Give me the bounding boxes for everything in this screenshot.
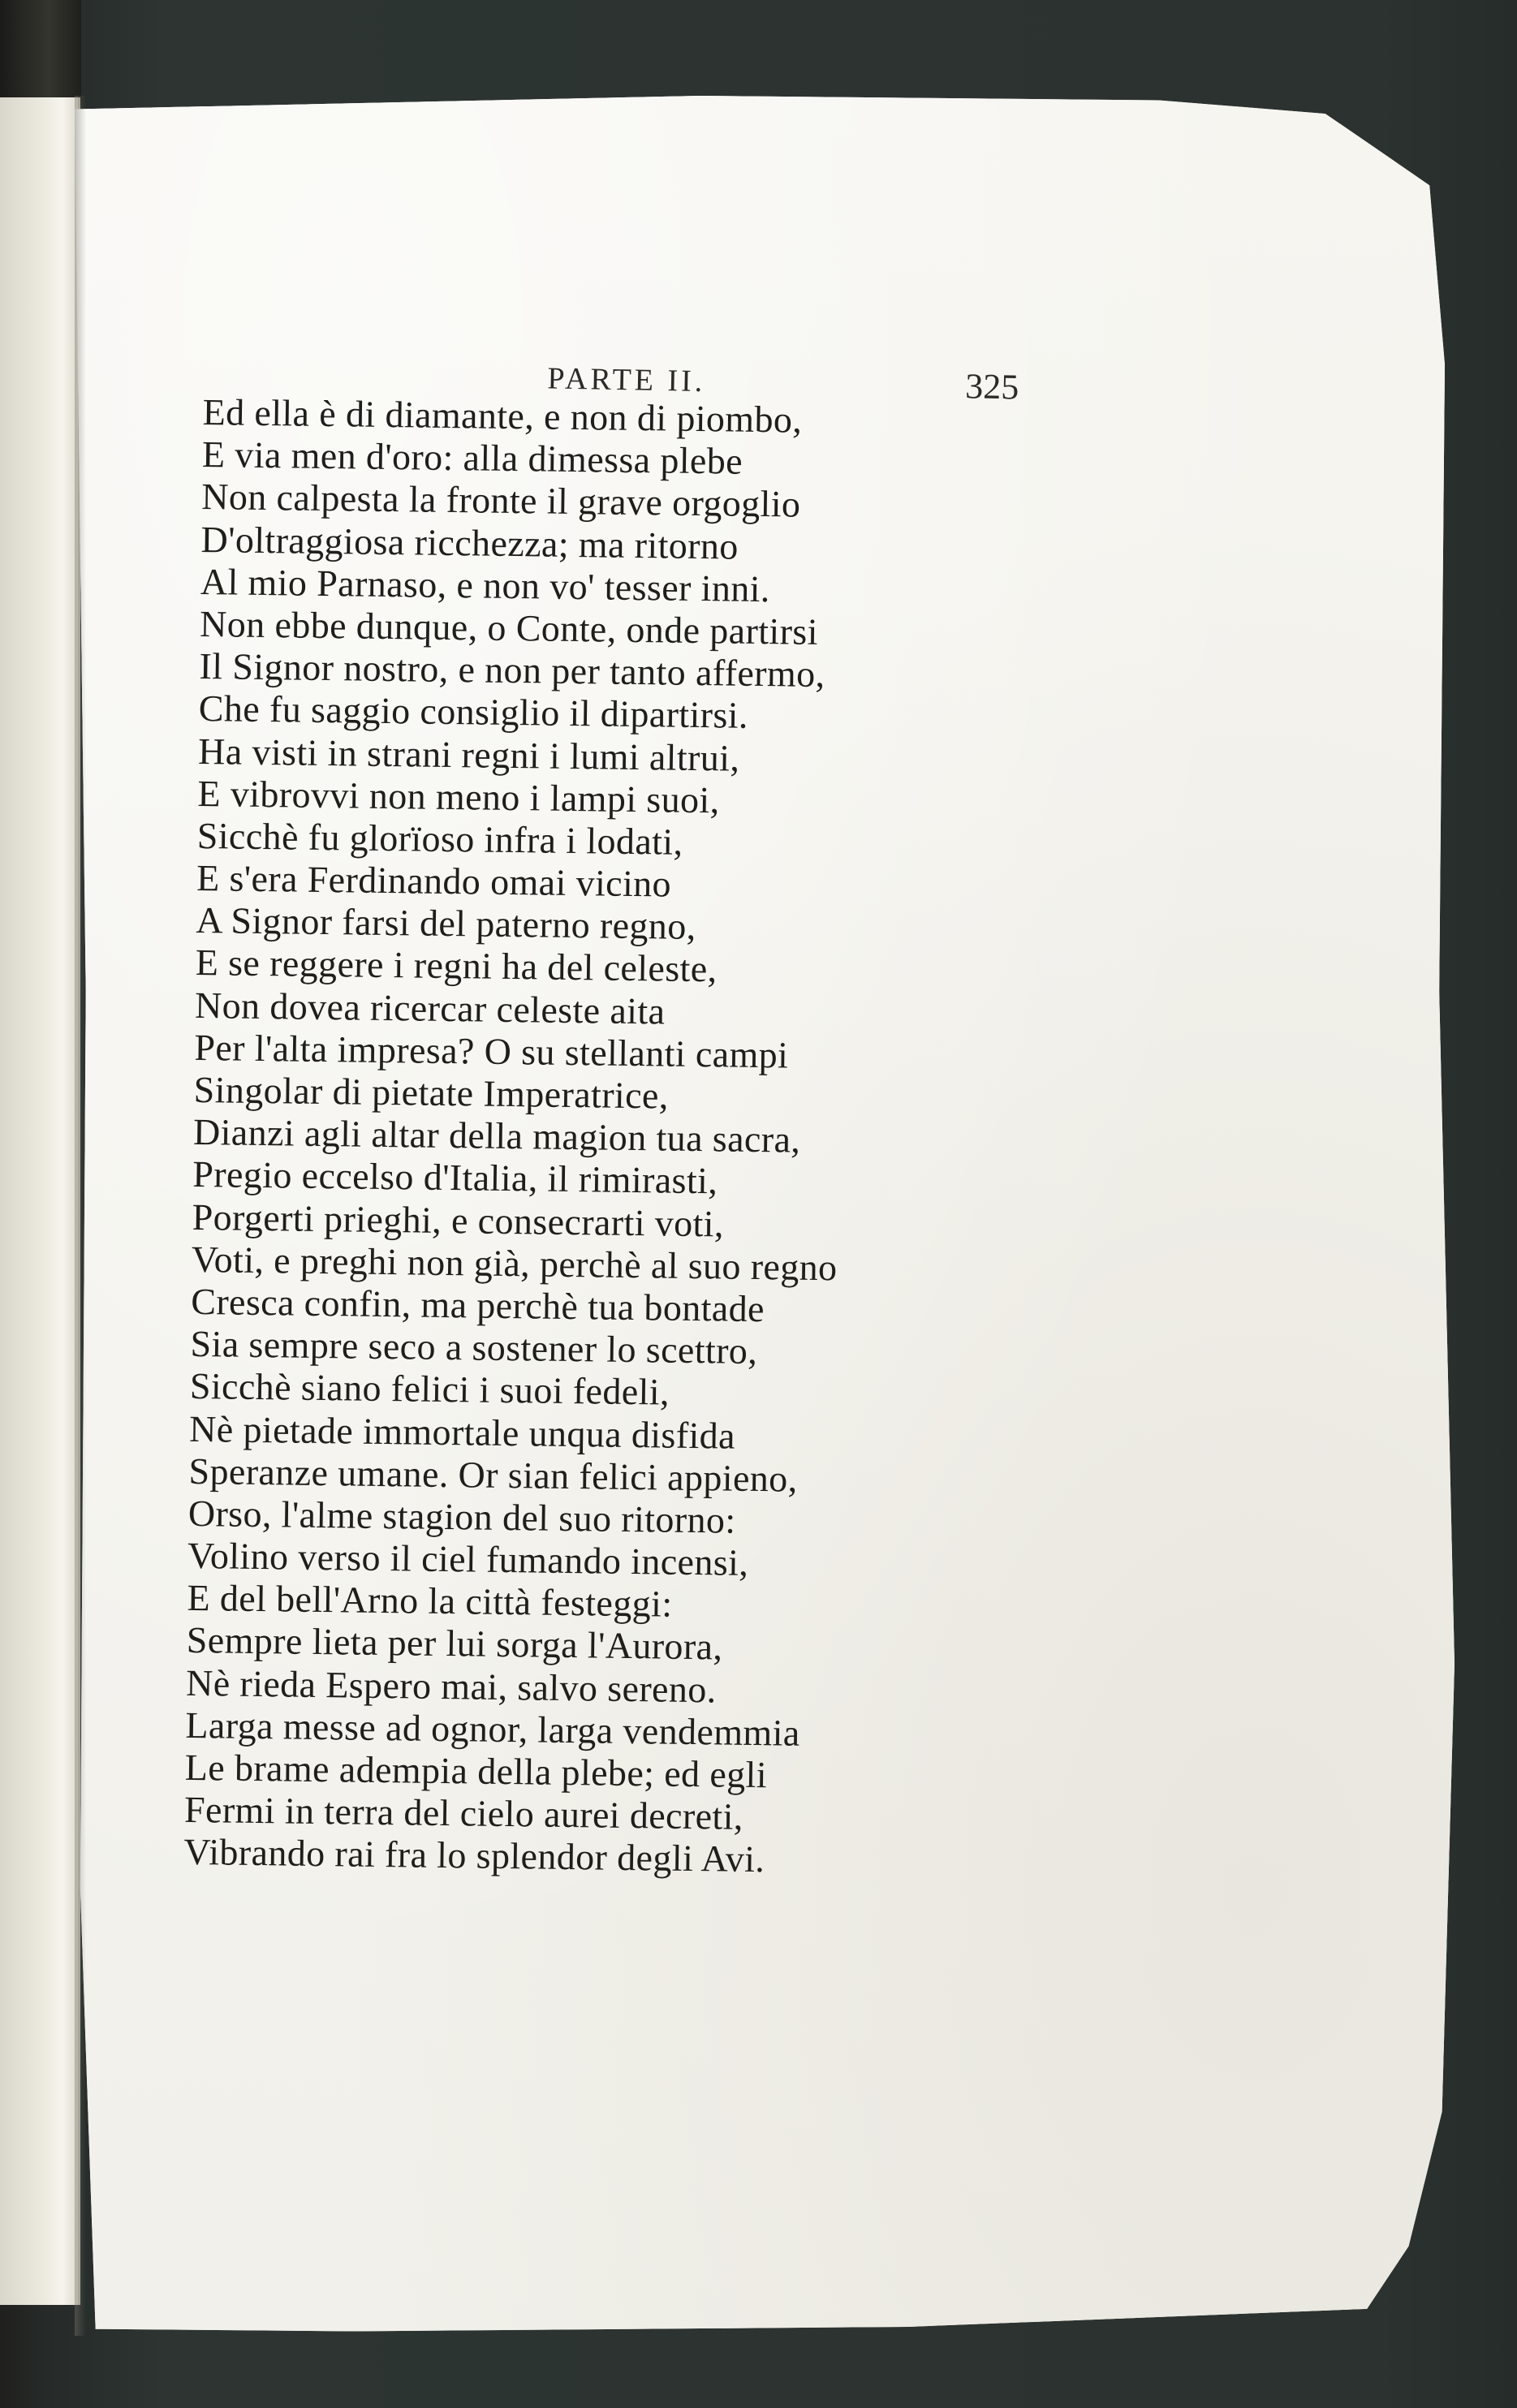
- verse-line: Non calpesta la fronte il grave orgoglio: [200, 476, 801, 526]
- verse-line: E se reggere i regni ha del celeste,: [195, 941, 718, 990]
- page-gutter-shadow: [75, 96, 86, 2336]
- verse-line: Fermi in terra del cielo aurei decreti,: [183, 1789, 744, 1838]
- verse-line: Porgerti prieghi, e consecrarti voti,: [192, 1195, 725, 1245]
- verse-line: D'oltraggiosa ricchezza; ma ritorno: [200, 518, 739, 567]
- verse-line: Non dovea ricercar celeste aita: [194, 984, 666, 1032]
- verse-line: Ha visti in strani regni i lumi altrui,: [197, 730, 740, 779]
- running-head: PARTE II.: [547, 361, 706, 399]
- verse-line: Che fu saggio consiglio il dipartirsi.: [198, 687, 749, 737]
- verse-line: Pregio eccelso d'Italia, il rimirasti,: [192, 1153, 718, 1202]
- verse-line: Sicchè siano felici i suoi fedeli,: [189, 1365, 670, 1413]
- verse-line: Sempre lieta per lui sorga l'Aurora,: [186, 1619, 723, 1668]
- verse-line: Nè pietade immortale unqua disfida: [188, 1407, 736, 1457]
- verse-line: Il Signor nostro, e non per tanto affermo,: [199, 645, 825, 696]
- previous-page-edge: [0, 97, 80, 2305]
- verse-line: Al mio Parnaso, e non vo' tesser inni.: [200, 560, 771, 610]
- verse-line: E via men d'oro: alla dimessa plebe: [201, 433, 743, 482]
- book-spine: [0, 0, 81, 106]
- verse-line: Orso, l'alme stagion del suo ritorno:: [187, 1492, 736, 1541]
- verse-line: Speranze umane. Or sian felici appieno,: [188, 1450, 798, 1500]
- verse-line: Sicchè fu glorïoso infra i lodati,: [196, 814, 683, 863]
- verse-line: A Signor farsi del paterno regno,: [196, 899, 696, 948]
- verse-line: E vibrovvi non meno i lampi suoi,: [197, 772, 720, 821]
- verse-line: Nè rieda Espero mai, salvo sereno.: [185, 1661, 717, 1711]
- verse-line: Volino verso il ciel fumando incensi,: [187, 1534, 749, 1583]
- verse-line: Voti, e preghi non già, perchè al suo regno: [191, 1238, 838, 1289]
- verse-line: Per l'alta impresa? O su stellanti campi: [194, 1026, 789, 1076]
- verse-line: Le brame adempia della plebe; ed egli: [184, 1746, 768, 1796]
- verse-line: Singolar di pietate Imperatrice,: [193, 1068, 670, 1117]
- verse-line: Dianzi agli altar della magion tua sacra,: [192, 1111, 801, 1161]
- verse-line: Vibrando rai fra lo splendor degli Avi.: [183, 1831, 765, 1880]
- verse-line: Non ebbe dunque, o Conte, onde partirsi: [199, 602, 819, 653]
- verse-line: Larga messe ad ognor, larga vendemmia: [185, 1704, 800, 1754]
- verse-line: Ed ella è di diamante, e non di piombo,: [202, 391, 803, 441]
- verse-line: Sia sempre seco a sostener lo scettro,: [190, 1323, 758, 1372]
- verse-line: E del bell'Arno la città festeggi:: [187, 1577, 673, 1625]
- verse-line: Cresca confin, ma perchè tua bontade: [190, 1280, 765, 1330]
- poem-text-block: [183, 391, 1055, 1885]
- verse-line: E s'era Ferdinando omai vicino: [196, 857, 672, 905]
- page-number: 325: [964, 366, 1019, 407]
